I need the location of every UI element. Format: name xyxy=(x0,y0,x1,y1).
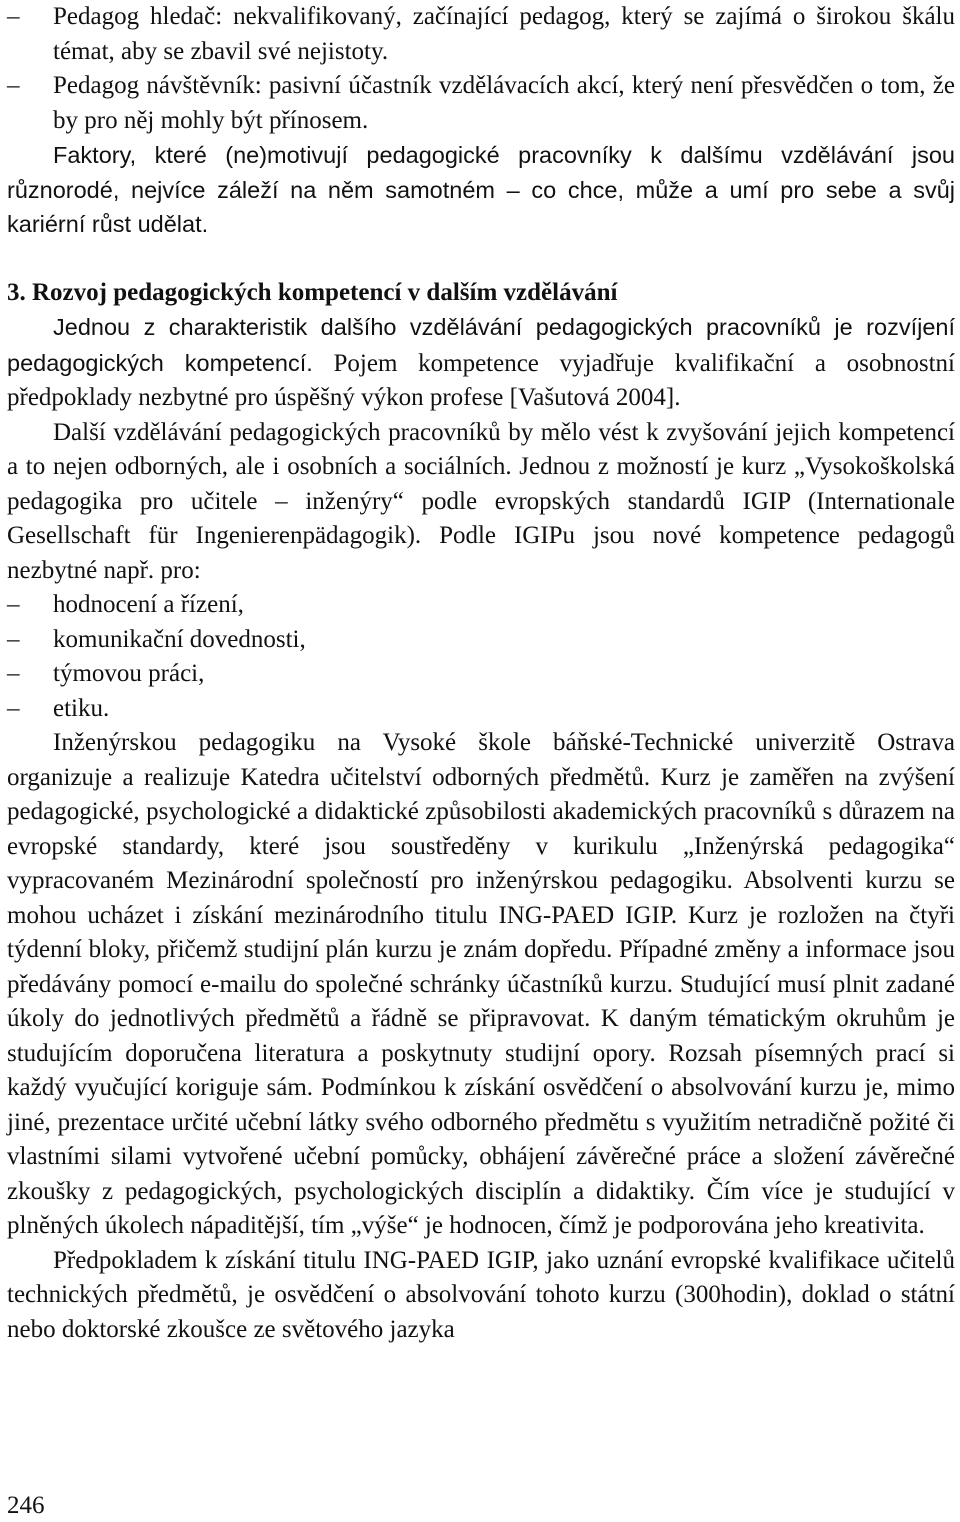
bullet-dash: – xyxy=(7,72,20,99)
section-heading: 3. Rozvoj pedagogických kompetencí v dalším vzdělávání xyxy=(7,278,618,306)
list-item xyxy=(7,657,955,692)
bullet-dash: – xyxy=(7,625,20,653)
list-item xyxy=(7,0,955,69)
list-item xyxy=(7,692,955,727)
bullet-dash: – xyxy=(7,694,20,722)
page-number: 246 xyxy=(7,1492,45,1519)
list-item-text: Pedagog hledač: nekvalifikovaný, začínající pedagog, který se zajímá o širokou škálu témat, aby se zbavil své nejistoty. xyxy=(53,3,955,65)
bullet-dash: – xyxy=(7,660,20,687)
spacer xyxy=(7,242,955,276)
document-page xyxy=(7,0,955,1347)
list-item xyxy=(7,623,955,658)
list-item xyxy=(7,588,955,623)
paragraph-intro-part-a: Jednou z charakteristik dalšího vzdělávání pedagogických pracovníků je rozvíjení pedagogických kompetencí. xyxy=(7,314,955,376)
bullet-dash: – xyxy=(7,3,20,30)
list-item xyxy=(7,69,955,138)
paragraph-factors: Faktory, které (ne)motivují pedagogické pracovníky k dalšímu vzdělávání jsou různorodé, nejvíce záleží na něm samotném – co chce, může a umí pro sebe a svůj kariérní růst udělat. xyxy=(7,142,955,237)
list-item-text: Pedagog návštěvník: pasivní účastník vzdělávacích akcí, který není přesvědčen o tom, že by pro něj mohly být přínosem. xyxy=(53,72,955,134)
bullet-dash: – xyxy=(7,591,20,618)
paragraph-title-requirements: Předpokladem k získání titulu ING-PAED IGIP, jako uznání evropské kvalifikace učitelů technických předmětů, je osvědčení o absolvování tohoto kurzu (300hodin), doklad o státní nebo doktorské zkoušce ze světového jazyka xyxy=(7,1246,955,1343)
list-item-text: komunikační dovednosti, xyxy=(53,625,306,653)
paragraph-intro xyxy=(7,310,955,416)
paragraph-further-education: Další vzdělávání pedagogických pracovníků by mělo vést k zvyšování jejich kompetencí a to nejen odborných, ale i osobních a sociálních. Jednou z možností je kurz „Vysokoškolská pedagogika pro učitele – inženýry“ podle evropských standardů IGIP (Internationale Gesellschaft für Ingenierenpädagogik). Podle IGIPu jsou nové kompetence pedagogů nezbytné např. pro: xyxy=(7,418,955,584)
list-item-text: hodnocení a řízení, xyxy=(53,591,244,618)
paragraph-intro-part-b: Pojem kompetence vyjadřuje kvalifikační a osobnostní předpoklady nezbytné pro úspěšný výkon profese [Vašutová 2004]. xyxy=(7,349,956,411)
list-item-text: týmovou práci, xyxy=(53,660,205,687)
list-item-text: etiku. xyxy=(53,694,110,722)
paragraph-ostrava-course: Inženýrskou pedagogiku na Vysoké škole báňské-Technické univerzitě Ostrava organizuje a realizuje Katedra učitelství odborných předmětů. Kurz je zaměřen na zvýšení pedagogické, psychologické a didaktické způsobilosti akademických pracovníků s důrazem na evropské standardy, které jsou soustředěny v kurikulu „Inženýrská pedagogika“ vypracovaném Mezinárodní společností pro inženýrskou pedagogiku. Absolventi kurzu se mohou ucházet i získání mezinárodního titulu ING-PAED IGIP. Kurz je rozložen na čtyři týdenní bloky, přičemž studijní plán kurzu je znám dopředu. Případné změny a informace jsou předávány pomocí e-mailu do společné schránky účastníků kurzu. Studující musí plnit zadané úkoly do jednotlivých předmětů a řádně se připravovat. K daným tématickým okruhům je studujícím doporučena literatura a poskytnuty studijní opory. Rozsah písemných prací si každý vyučující koriguje sám. Podmínkou k získání osvědčení o absolvování kurzu je, mimo jiné, prezentace určité učební látky svého odborného předmětu s využitím netradičně požité či vlastními silami vytvořené učební pomůcky, obhájení závěrečné práce a složení závěrečné zkoušky z pedagogických, psychologických disciplín a didaktiky. Čím více je studující v plněných úkolech nápaditější, tím „výše“ je hodnocen, čímž je podporována jeho kreativita. xyxy=(7,729,955,1239)
